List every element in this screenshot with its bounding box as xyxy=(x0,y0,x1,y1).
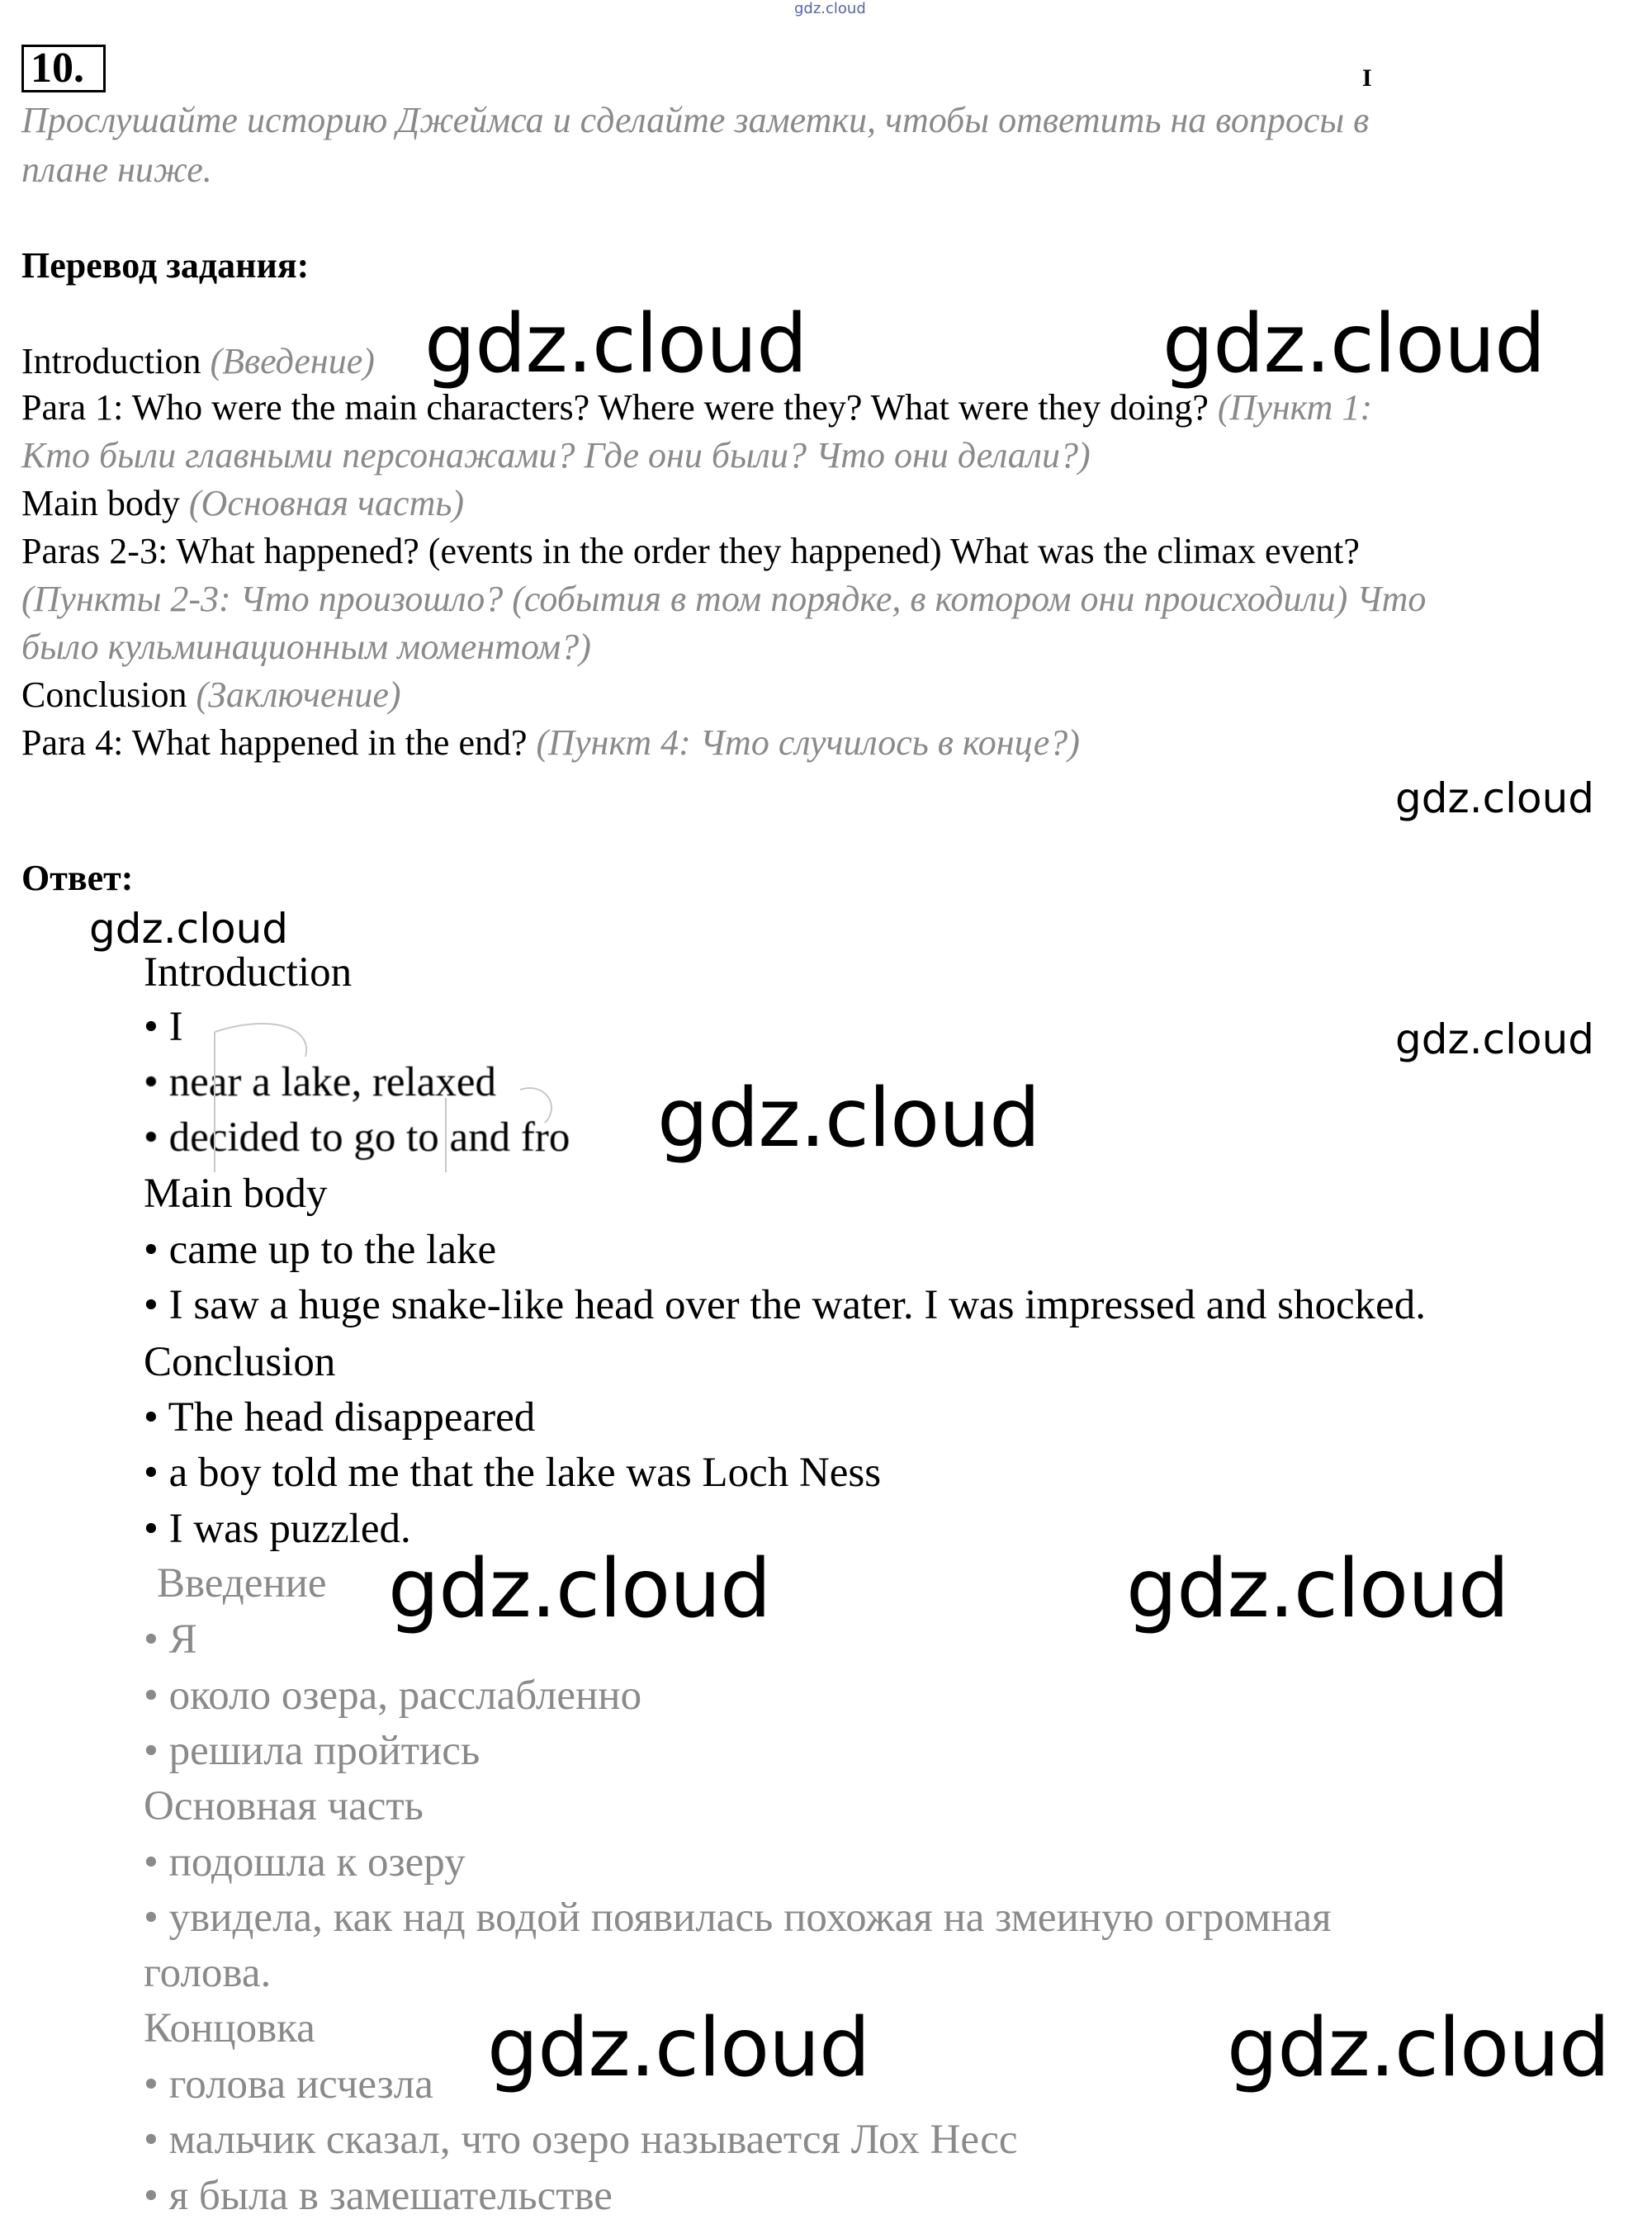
concl-en: Conclusion xyxy=(21,674,187,715)
paras23-ru-a: (Пункты 2-3: Что произошло? (события в том порядке, в котором они происходили) Что xyxy=(21,579,1427,619)
task-number: 10. xyxy=(21,45,106,92)
paras23-en: Paras 2-3: What happened? (events in the order they happened) What was the climax event? xyxy=(21,531,1360,571)
intro-line xyxy=(21,338,375,385)
para4-line xyxy=(21,720,1080,766)
answer-ru-10: • мальчик сказал, что озеро называется Лох Несс xyxy=(144,2117,1018,2163)
main-ru: (Основная часть) xyxy=(188,483,465,523)
instruction-line-2: плане ниже. xyxy=(21,149,212,190)
intro-en: Introduction xyxy=(21,341,201,381)
watermark-2: gdz.cloud xyxy=(1162,297,1545,391)
answer-ru-5: • подошла к озеру xyxy=(144,1839,466,1886)
watermark-9: gdz.cloud xyxy=(487,2001,870,2095)
para1-line xyxy=(21,385,1372,431)
answer-heading: Ответ: xyxy=(21,858,134,898)
paras23-ru-b: было кульминационным моментом?) xyxy=(21,627,591,667)
instruction-line-1: Прослушайте историю Джеймса и сделайте заметки, чтобы ответить на вопросы в xyxy=(21,100,1370,140)
para1-ru-a: (Пункт 1: xyxy=(1217,387,1373,428)
main-en: Main body xyxy=(21,483,180,523)
para4-ru: (Пункт 4: Что случилось в конце?) xyxy=(536,722,1080,763)
main-line xyxy=(21,480,464,527)
answer-ru-0: Введение xyxy=(157,1560,327,1606)
intro-ru: (Введение) xyxy=(210,341,375,381)
answer-ru-8: Концовка xyxy=(144,2005,315,2051)
answer-en-2: • near a lake, relaxed xyxy=(144,1059,497,1105)
answer-ru-3: • решила пройтись xyxy=(144,1728,480,1774)
answer-en-0: Introduction xyxy=(144,949,353,996)
para1-ru-b: Кто были главными персонажами? Где они были? Что они делали?) xyxy=(21,435,1091,476)
answer-ru-7: голова. xyxy=(144,1950,272,1996)
top-stamp: gdz.cloud xyxy=(794,0,866,17)
watermark-1: gdz.cloud xyxy=(424,297,807,391)
answer-ru-11: • я была в замешательстве xyxy=(144,2173,613,2219)
watermark-10: gdz.cloud xyxy=(1227,2001,1610,2095)
para4-en: Para 4: What happened in the end? xyxy=(21,722,528,763)
scribble-artifact xyxy=(198,1007,660,1189)
answer-en-9: • a boy told me that the lake was Loch Ness xyxy=(144,1450,882,1496)
para1-en: Para 1: Who were the main characters? Where were they? What were they doing? xyxy=(21,387,1209,428)
answer-en-3: • decided to go to and fro xyxy=(144,1114,570,1161)
answer-en-1: • I xyxy=(144,1004,183,1050)
watermark-7: gdz.cloud xyxy=(388,1542,771,1636)
watermark-5: gdz.cloud xyxy=(1395,1015,1595,1063)
stray-mark: I xyxy=(1362,64,1372,92)
answer-ru-2: • около озера, расслабленно xyxy=(144,1673,642,1719)
answer-ru-1: • Я xyxy=(144,1616,197,1663)
answer-en-6: • I saw a huge snake-like head over the water. I was impressed and shocked. xyxy=(144,1282,1426,1328)
answer-en-4: Main body xyxy=(144,1171,328,1217)
watermark-6: gdz.cloud xyxy=(657,1072,1040,1166)
watermark-4: gdz.cloud xyxy=(89,905,289,953)
answer-en-7: Conclusion xyxy=(144,1339,336,1385)
translation-heading: Перевод задания: xyxy=(21,245,310,286)
concl-line xyxy=(21,672,401,718)
answer-ru-6: • увидела, как над водой появилась похожая на змеиную огромная xyxy=(144,1895,1332,1941)
watermark-8: gdz.cloud xyxy=(1126,1542,1509,1636)
answer-en-5: • came up to the lake xyxy=(144,1227,497,1273)
answer-ru-4: Основная часть xyxy=(144,1783,424,1829)
answer-en-10: • I was puzzled. xyxy=(144,1506,411,1552)
concl-ru: (Заключение) xyxy=(196,674,401,715)
watermark-3: gdz.cloud xyxy=(1395,774,1595,822)
answer-en-8: • The head disappeared xyxy=(144,1394,536,1441)
answer-ru-9: • голова исчезла xyxy=(144,2061,433,2108)
